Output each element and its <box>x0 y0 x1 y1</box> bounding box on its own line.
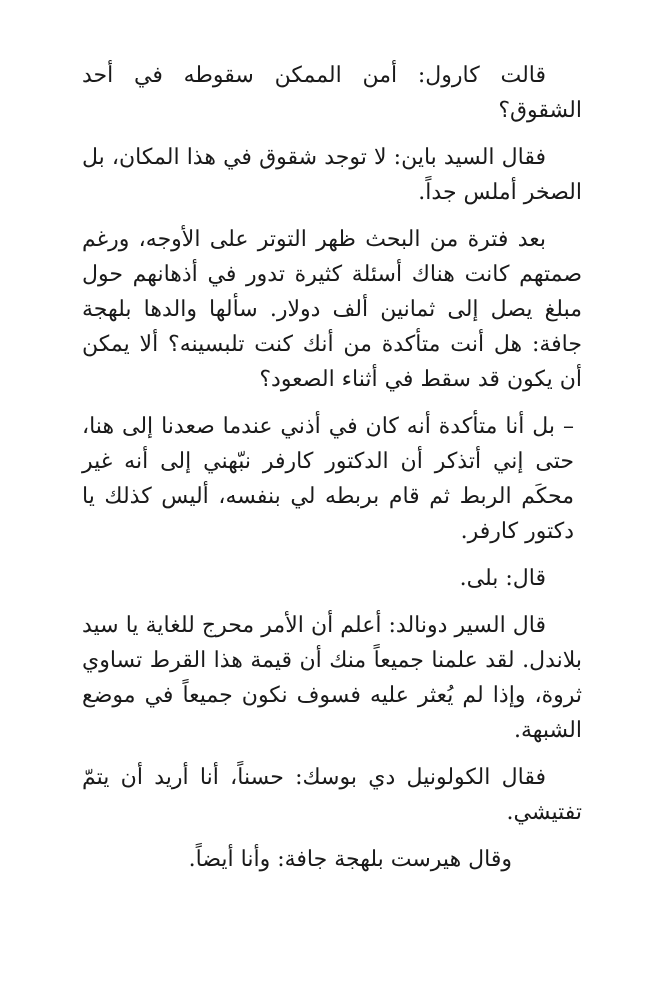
paragraph-payne-reply: فقال السيد باين: لا توجد شقوق في هذا المكان، بل الصخر أملس جداً. <box>82 145 582 205</box>
paragraph-dialogue-dash: – بل أنا متأكدة أنه كان في أذني عندما صعدنا إلى هنا، حتى إني أتذكر أن الدكتور كارفر نبّهني إلى أنه غير محكَم الربط ثم قام بربطه لي بنفسه، أليس كذلك يا دكتور كارفر. <box>82 414 574 544</box>
paragraph-sir-donald: قال السير دونالد: أعلم أن الأمر محرج للغاية يا سيد بلاندل. لقد علمنا جميعاً منك أن قيمة هذا القرط تساوي ثروة، وإذا لم يُعثر عليه فسوف نكون جميعاً في موضع الشبهة. <box>82 613 582 743</box>
paragraph-carol-question: قالت كارول: أمن الممكن سقوطه في أحد الشقوق؟ <box>82 63 582 123</box>
paragraph-hearst: وقال هيرست بلهجة جافة: وأنا أيضاً. <box>188 847 512 872</box>
book-page <box>82 58 582 889</box>
paragraph-colonel: فقال الكولونيل دي بوسك: حسناً، أنا أريد أن يتمّ تفتيشي. <box>82 765 582 825</box>
paragraph-search-tension: بعد فترة من البحث ظهر التوتر على الأوجه، ورغم صمتهم كانت هناك أسئلة كثيرة تدور في أذهانهم حول مبلغ يصل إلى ثمانين ألف دولار. سألها والدها بلهجة جافة: هل أنت متأكدة من أنك كنت تلبسينه؟ ألا يمكن أن يكون قد سقط في أثناء الصعود؟ <box>82 227 582 392</box>
paragraph-yes: قال: بلى. <box>459 566 546 591</box>
